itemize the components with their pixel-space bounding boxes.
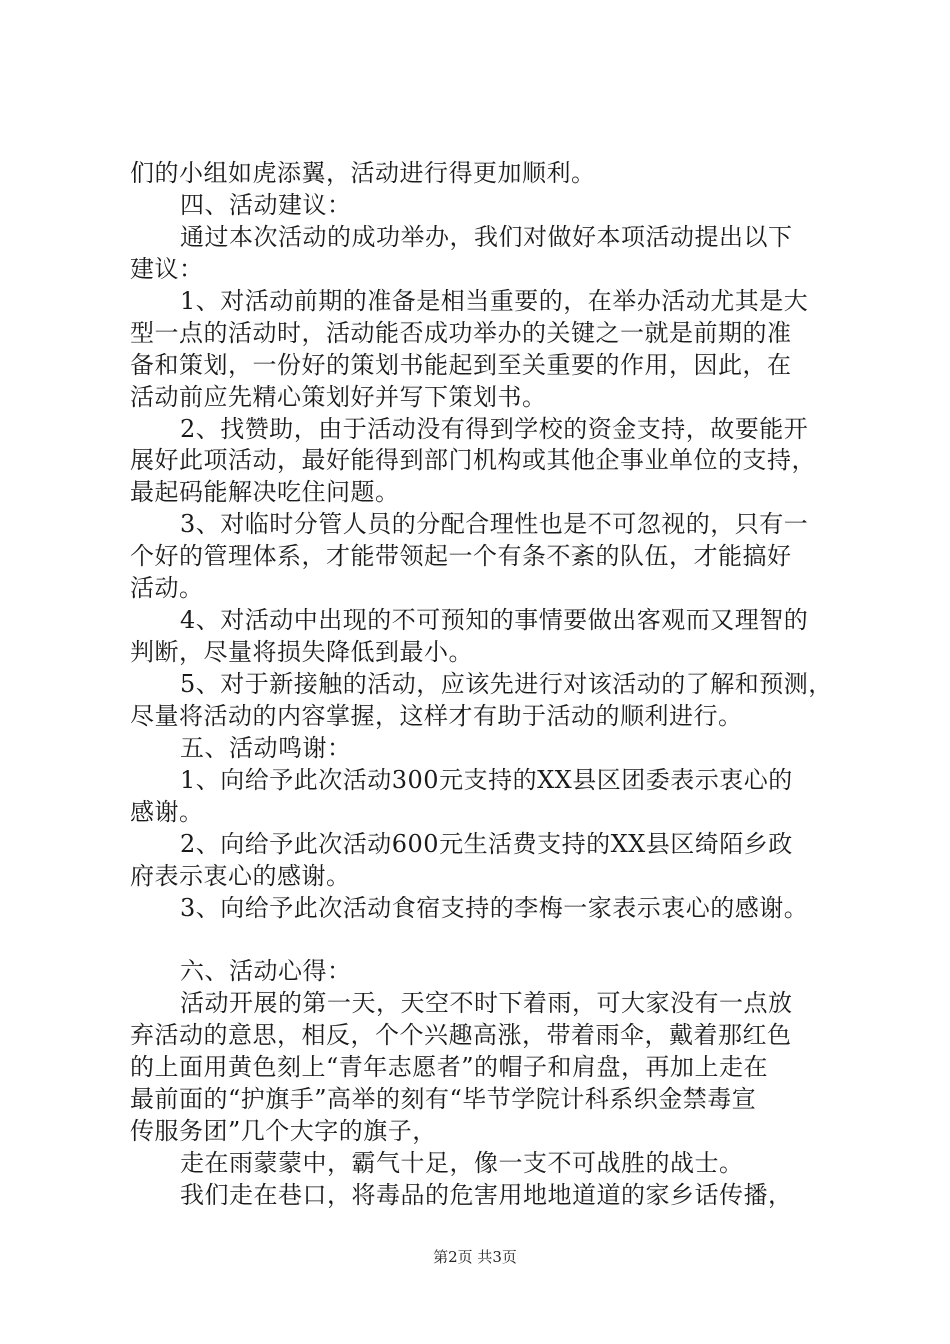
paragraph-line: 个好的管理体系，才能带领起一个有条不紊的队伍，才能搞好 bbox=[130, 542, 792, 570]
paragraph-line: 1、对活动前期的准备是相当重要的，在举办活动尤其是大 bbox=[180, 287, 809, 315]
paragraph-line: 通过本次活动的成功举办，我们对做好本项活动提出以下 bbox=[180, 223, 793, 251]
paragraph-line: 型一点的活动时，活动能否成功举办的关键之一就是前期的准 bbox=[130, 319, 792, 347]
paragraph-line: 5、对于新接触的活动，应该先进行对该活动的了解和预测， bbox=[180, 670, 833, 698]
paragraph-line: 的上面用黄色刻上“青年志愿者”的帽子和肩盘，再加上走在 bbox=[130, 1053, 769, 1081]
paragraph-line: 们的小组如虎添翼，活动进行得更加顺利。 bbox=[130, 159, 596, 187]
section-heading: 四、活动建议： bbox=[180, 191, 352, 219]
paragraph-line: 最前面的“护旗手”高举的刻有“毕节学院计科系织金禁毒宣 bbox=[130, 1085, 757, 1113]
paragraph-line: 3、向给予此次活动食宿支持的李梅一家表示衷心的感谢。 bbox=[180, 894, 809, 922]
section-heading: 五、活动鸣谢： bbox=[180, 734, 352, 762]
paragraph-line: 活动前应先精心策划好并写下策划书。 bbox=[130, 383, 547, 411]
paragraph-line: 活动。 bbox=[130, 574, 204, 602]
paragraph-line: 尽量将活动的内容掌握，这样才有助于活动的顺利进行。 bbox=[130, 702, 743, 730]
paragraph-line: 4、对活动中出现的不可预知的事情要做出客观而又理智的 bbox=[180, 606, 809, 634]
paragraph-line: 2、找赞助，由于活动没有得到学校的资金支持，故要能开 bbox=[180, 415, 809, 443]
paragraph-line: 活动开展的第一天，天空不时下着雨，可大家没有一点放 bbox=[180, 989, 793, 1017]
paragraph-line: 展好此项活动，最好能得到部门机构或其他企事业单位的支持， bbox=[130, 446, 816, 474]
paragraph-line: 弃活动的意思，相反，个个兴趣高涨，带着雨伞，戴着那红色 bbox=[130, 1021, 792, 1049]
section-heading: 六、活动心得： bbox=[180, 957, 352, 985]
paragraph-line: 1、向给予此次活动300元支持的XX县区团委表示衷心的 bbox=[180, 766, 793, 794]
page-footer: 第2页 共3页 bbox=[433, 1248, 517, 1266]
paragraph-line: 2、向给予此次活动600元生活费支持的XX县区绮陌乡政 bbox=[180, 830, 793, 858]
paragraph-line: 建议： bbox=[130, 255, 204, 283]
paragraph-line: 3、对临时分管人员的分配合理性也是不可忽视的，只有一 bbox=[180, 510, 809, 538]
paragraph-line: 我们走在巷口，将毒品的危害用地地道道的家乡话传播， bbox=[180, 1181, 793, 1209]
paragraph-line: 备和策划，一份好的策划书能起到至关重要的作用，因此，在 bbox=[130, 351, 792, 379]
paragraph-line: 走在雨蒙蒙中，霸气十足，像一支不可战胜的战士。 bbox=[180, 1149, 744, 1177]
paragraph-line: 判断，尽量将损失降低到最小。 bbox=[130, 638, 473, 666]
paragraph-line: 传服务团”几个大字的旗子， bbox=[130, 1117, 437, 1145]
paragraph-line: 感谢。 bbox=[130, 798, 204, 826]
paragraph-line: 最起码能解决吃住问题。 bbox=[130, 478, 400, 506]
paragraph-line: 府表示衷心的感谢。 bbox=[130, 862, 351, 890]
